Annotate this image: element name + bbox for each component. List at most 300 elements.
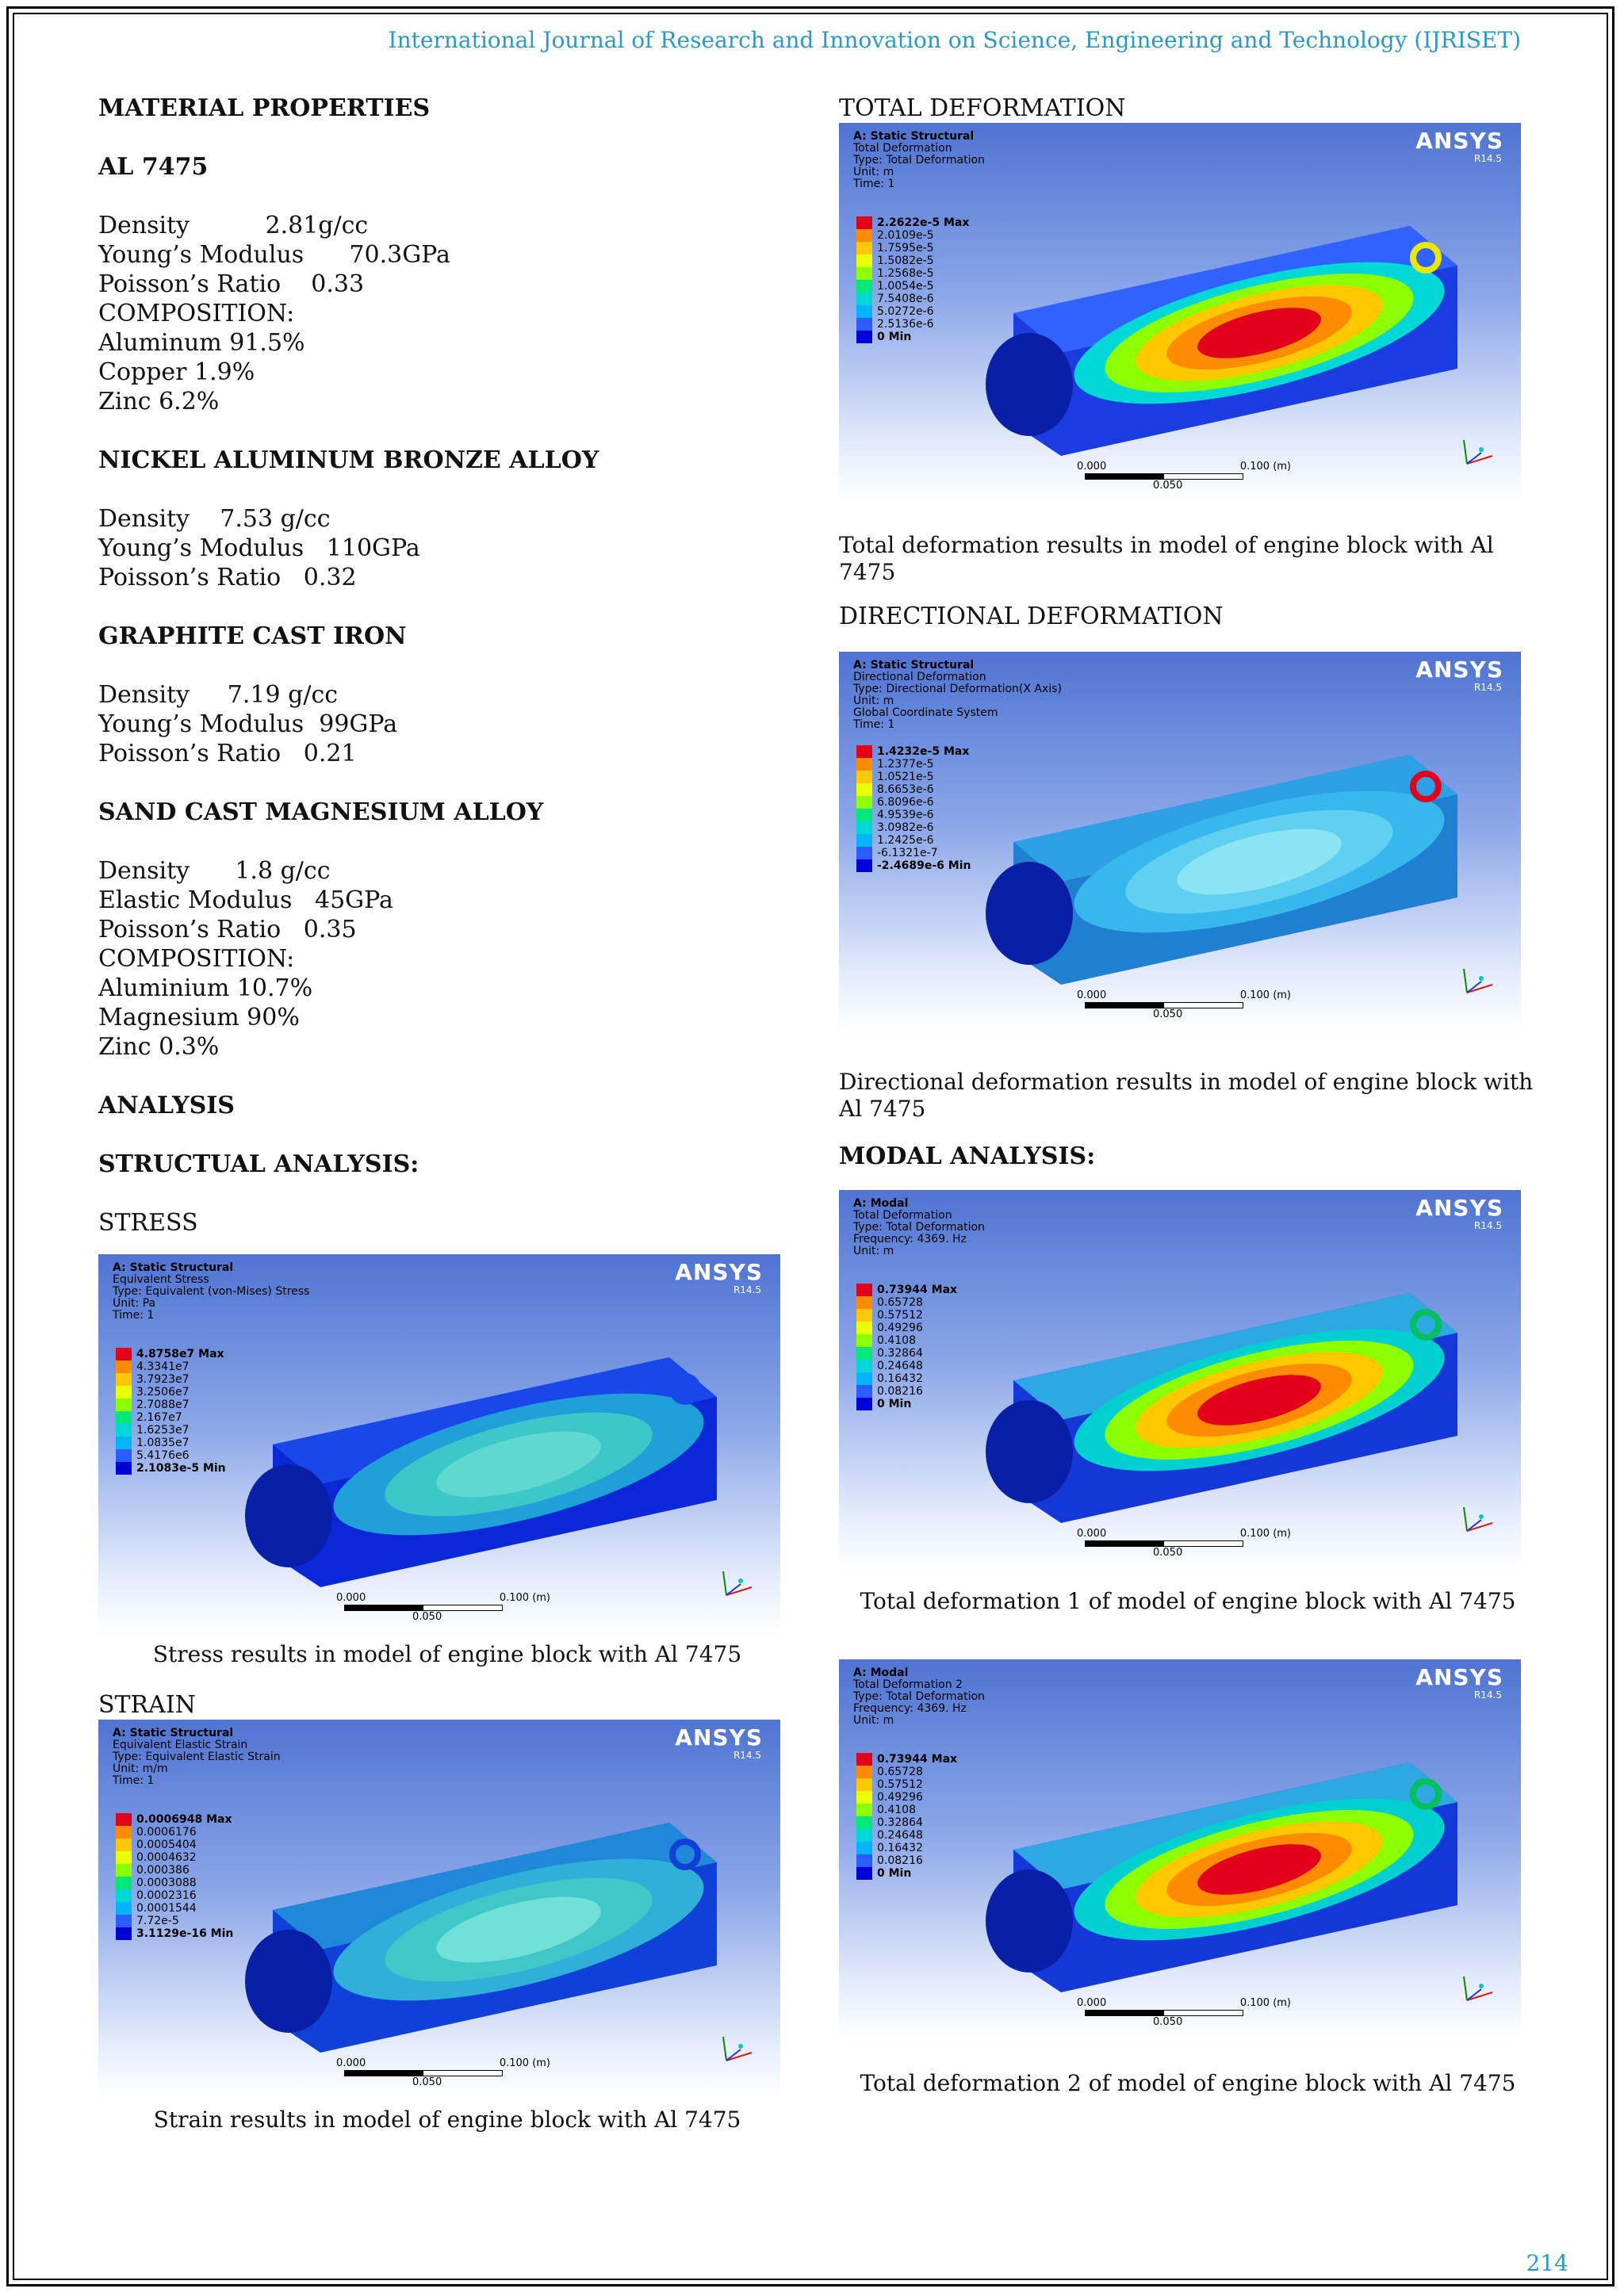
legend-row: [856, 1829, 957, 1842]
cylinder-bore: [986, 1869, 1073, 1973]
legend-row: [116, 1839, 233, 1851]
figure-stress: [98, 1254, 780, 1633]
gci-poisson: Poisson’s Ratio 0.21: [98, 740, 357, 767]
legend-swatch: [116, 1889, 132, 1902]
legend-swatch: [116, 1386, 132, 1399]
legend-label: 7.5408e-6: [877, 293, 934, 305]
legend-row: [856, 1804, 957, 1816]
legend-swatch: [856, 1867, 872, 1880]
legend-row: [116, 1373, 226, 1386]
scm-zinc: Zinc 0.3%: [98, 1033, 220, 1061]
scale-bar: [336, 1592, 550, 1624]
figure-header-line: Time: 1: [113, 1309, 155, 1322]
legend-swatch: [116, 1927, 132, 1940]
legend-label: 2.167e7: [136, 1411, 182, 1424]
figure-header-line: Total Deformation 2: [853, 1678, 963, 1691]
legend-swatch: [116, 1864, 132, 1877]
legend-swatch: [856, 821, 872, 834]
legend-label: 0 Min: [877, 331, 912, 343]
axis-triad-icon: [1457, 961, 1497, 1001]
figure-header-line: Time: 1: [853, 178, 895, 190]
legend-swatch: [856, 1854, 872, 1867]
legend-swatch: [856, 1372, 872, 1385]
figure-header-line: Type: Equivalent (von-Mises) Stress: [113, 1285, 310, 1298]
scale-label-end: 0.100 (m): [1239, 1528, 1291, 1540]
heading-modal-analysis: MODAL ANALYSIS:: [839, 1142, 1096, 1170]
scale-bar-graphic: [1085, 473, 1243, 480]
cylinder-bore: [245, 1464, 332, 1567]
legend-label: 0.08216: [877, 1854, 923, 1867]
legend-swatch: [856, 331, 872, 343]
legend-label: 2.2622e-5 Max: [877, 216, 970, 229]
ansys-logo: ANSYS: [1415, 1664, 1503, 1690]
legend-label: 0.0003088: [136, 1877, 197, 1889]
caption-stress: Stress results in model of engine block with Al 7475: [152, 1641, 742, 1667]
cylinder-bore: [986, 333, 1073, 436]
legend-label: 0.0005404: [136, 1839, 197, 1851]
cylinder-bore: [245, 1930, 332, 2033]
figure-strain: [98, 1720, 780, 2099]
legend-label: 4.8758e7 Max: [136, 1348, 224, 1360]
figure-header-line: Total Deformation: [853, 142, 952, 155]
engine-block-model: [225, 1326, 749, 1587]
legend-row: [856, 1854, 957, 1867]
ansys-release: R14.5: [1473, 1689, 1502, 1701]
color-legend: [856, 1284, 957, 1410]
legend-row: [856, 1867, 957, 1880]
heading-strain: STRAIN: [98, 1691, 196, 1719]
legend-swatch: [116, 1851, 132, 1864]
right-column: [839, 94, 1537, 2097]
nab-youngs: Young’s Modulus 110GPa: [98, 534, 420, 562]
legend-swatch: [856, 1296, 872, 1309]
figure-header-line: Total Deformation: [853, 1209, 952, 1222]
page-number: 214: [1526, 2250, 1568, 2276]
legend-swatch: [856, 758, 872, 771]
legend-row: [856, 859, 971, 872]
scale-label-mid: 0.050: [412, 2076, 442, 2088]
legend-swatch: [856, 1766, 872, 1778]
legend-row: [856, 331, 969, 343]
legend-swatch: [856, 254, 872, 267]
legend-label: 0.49296: [877, 1791, 923, 1804]
legend-row: [856, 809, 971, 821]
ansys-logo: ANSYS: [675, 1724, 763, 1751]
legend-label: 1.0835e7: [136, 1437, 190, 1449]
figure-header-line: Unit: m/m: [113, 1762, 168, 1775]
legend-swatch: [856, 834, 872, 847]
axis-triad-icon: [717, 2029, 756, 2068]
legend-swatch: [856, 1347, 872, 1360]
legend-label: 1.0054e-5: [877, 280, 934, 293]
legend-label: 0.0006948 Max: [136, 1813, 232, 1826]
legend-label: 0.73944 Max: [877, 1284, 958, 1296]
figure-modal-1: [839, 1190, 1521, 1569]
legend-row: [856, 1334, 957, 1347]
color-legend: [116, 1813, 233, 1940]
legend-swatch: [856, 1322, 872, 1334]
figure-header-line: Unit: m: [853, 1245, 894, 1257]
legend-label: 0.0001544: [136, 1902, 197, 1915]
legend-row: [856, 1753, 957, 1766]
figure-header-line: Type: Directional Deformation(X Axis): [853, 683, 1062, 695]
legend-swatch: [856, 267, 872, 280]
legend-label: 6.8096e-6: [877, 796, 934, 809]
legend-swatch: [116, 1826, 132, 1839]
legend-swatch: [856, 1398, 872, 1410]
legend-label: 5.0272e-6: [877, 305, 934, 318]
legend-label: 0.57512: [877, 1778, 923, 1791]
legend-swatch: [856, 293, 872, 305]
legend-swatch: [116, 1462, 132, 1475]
figure-header-line: Frequency: 4369. Hz: [853, 1233, 967, 1246]
legend-swatch: [856, 771, 872, 783]
scale-label-end: 0.100 (m): [499, 2057, 550, 2069]
legend-label: -6.1321e-7: [877, 847, 938, 859]
scale-bar: [1077, 1528, 1291, 1559]
legend-label: 3.7923e7: [136, 1373, 190, 1386]
legend-swatch: [856, 1284, 872, 1296]
figure-header-line: A: Static Structural: [853, 659, 975, 672]
al-aluminum: Aluminum 91.5%: [98, 329, 305, 357]
legend-swatch: [856, 216, 872, 229]
journal-title: International Journal of Research and Innovation on Science, Engineering and Technology (IJRISET): [388, 27, 1521, 53]
legend-label: 2.1083e-5 Min: [136, 1462, 226, 1475]
figure-header-line: A: Static Structural: [113, 1261, 234, 1274]
scale-label-mid: 0.050: [412, 1611, 442, 1623]
legend-swatch: [116, 1449, 132, 1462]
legend-label: 4.9539e-6: [877, 809, 934, 821]
scale-bar-graphic: [344, 1605, 503, 1611]
legend-swatch: [856, 796, 872, 809]
figure-header-line: Unit: Pa: [113, 1297, 156, 1310]
legend-swatch: [116, 1360, 132, 1373]
legend-row: [856, 293, 969, 305]
legend-label: 0.73944 Max: [877, 1753, 958, 1766]
legend-label: 0.4108: [877, 1804, 916, 1816]
scale-bar: [336, 2057, 550, 2089]
legend-row: [856, 1347, 957, 1360]
al-copper: Copper 1.9%: [98, 358, 255, 386]
legend-row: [856, 1766, 957, 1778]
legend-label: 3.2506e7: [136, 1386, 190, 1399]
figure-header-line: Directional Deformation: [853, 671, 986, 683]
heading-gci: GRAPHITE CAST IRON: [98, 622, 407, 650]
scale-bar: [1077, 1997, 1291, 2029]
legend-swatch: [116, 1839, 132, 1851]
figure-header-line: Type: Equivalent Elastic Strain: [113, 1751, 281, 1763]
legend-row: [116, 1826, 233, 1839]
ansys-logo: ANSYS: [1415, 128, 1503, 154]
heading-al7475: AL 7475: [98, 153, 209, 181]
legend-label: 0 Min: [877, 1398, 912, 1410]
scale-label-end: 0.100 (m): [1239, 1997, 1291, 2009]
legend-label: 1.5082e-5: [877, 254, 934, 267]
scale-label-end: 0.100 (m): [1239, 461, 1291, 473]
scm-magnesium: Magnesium 90%: [98, 1004, 300, 1031]
legend-label: 0.08216: [877, 1385, 923, 1398]
heading-scm: SAND CAST MAGNESIUM ALLOY: [98, 798, 544, 826]
scale-bar-graphic: [1085, 1002, 1243, 1008]
figure-header-line: Unit: m: [853, 695, 894, 707]
legend-label: 0.4108: [877, 1334, 916, 1347]
legend-row: [856, 305, 969, 318]
cylinder-bore: [986, 862, 1073, 965]
scale-bar-graphic: [1085, 2010, 1243, 2016]
legend-row: [856, 1791, 957, 1804]
legend-label: 0.32864: [877, 1347, 923, 1360]
figure-header: [853, 660, 1062, 731]
nab-density: Density 7.53 g/cc: [98, 505, 331, 533]
legend-swatch: [856, 1385, 872, 1398]
legend-row: [856, 1385, 957, 1398]
legend-row: [856, 758, 971, 771]
figure-header: [853, 131, 985, 190]
scale-label-start: 0.000: [1077, 461, 1107, 473]
legend-row: [116, 1462, 226, 1475]
legend-swatch: [856, 1360, 872, 1372]
legend-label: 1.2568e-5: [877, 267, 934, 280]
figure-directional-deformation: [839, 652, 1521, 1031]
axis-triad-icon: [1457, 432, 1497, 472]
scale-label-mid: 0.050: [1153, 2016, 1183, 2028]
legend-swatch: [856, 809, 872, 821]
legend-row: [856, 783, 971, 796]
legend-row: [856, 1322, 957, 1334]
legend-swatch: [856, 1334, 872, 1347]
legend-row: [856, 1842, 957, 1854]
axis-triad-icon: [1457, 1969, 1497, 2008]
legend-swatch: [116, 1373, 132, 1386]
color-legend: [856, 216, 969, 343]
ansys-release: R14.5: [1473, 1220, 1502, 1231]
legend-row: [856, 1309, 957, 1322]
legend-label: 0.000386: [136, 1864, 190, 1877]
legend-row: [116, 1399, 226, 1411]
scm-elastic: Elastic Modulus 45GPa: [98, 886, 393, 914]
legend-row: [116, 1348, 226, 1360]
ansys-logo: ANSYS: [1415, 656, 1503, 683]
legend-swatch: [856, 318, 872, 331]
heading-nab: NICKEL ALUMINUM BRONZE ALLOY: [98, 446, 599, 474]
legend-label: 1.4232e-5 Max: [877, 745, 970, 758]
legend-row: [856, 242, 969, 254]
al-youngs: Young’s Modulus 70.3GPa: [98, 241, 450, 269]
engine-block-model: [966, 1731, 1489, 1992]
heading-total-deformation: TOTAL DEFORMATION: [839, 94, 1126, 122]
legend-row: [856, 745, 971, 758]
legend-label: 0.32864: [877, 1816, 923, 1829]
caption-modal-2: Total deformation 2 of model of engine block with Al 7475: [860, 2070, 1516, 2096]
legend-swatch: [856, 745, 872, 758]
legend-swatch: [856, 1753, 872, 1766]
al-composition: COMPOSITION:: [98, 300, 295, 327]
engine-block-model: [966, 723, 1489, 985]
legend-row: [856, 796, 971, 809]
gci-density: Density 7.19 g/cc: [98, 681, 339, 709]
al-zinc: Zinc 6.2%: [98, 388, 220, 415]
figure-header-line: Equivalent Elastic Strain: [113, 1739, 248, 1751]
figure-header-line: A: Modal: [853, 1197, 909, 1210]
cylinder-bore: [986, 1400, 1073, 1503]
legend-row: [116, 1449, 226, 1462]
legend-label: 0.0002316: [136, 1889, 197, 1902]
scm-poisson: Poisson’s Ratio 0.35: [98, 916, 357, 943]
axis-triad-icon: [1457, 1499, 1497, 1539]
legend-swatch: [856, 1816, 872, 1829]
figure-header-line: Unit: m: [853, 1714, 894, 1727]
legend-swatch: [116, 1424, 132, 1437]
legend-row: [116, 1915, 233, 1927]
legend-row: [856, 1816, 957, 1829]
figure-header-line: Type: Total Deformation: [853, 154, 985, 166]
engine-block-model: [966, 1261, 1489, 1523]
legend-row: [856, 229, 969, 242]
legend-row: [116, 1386, 226, 1399]
legend-swatch: [856, 847, 872, 859]
legend-swatch: [116, 1902, 132, 1915]
scm-composition: COMPOSITION:: [98, 945, 295, 973]
legend-label: 2.7088e7: [136, 1399, 190, 1411]
ansys-release: R14.5: [733, 1284, 761, 1295]
legend-row: [116, 1851, 233, 1864]
figure-header-line: Global Coordinate System: [853, 706, 998, 719]
legend-label: 0.24648: [877, 1829, 923, 1842]
legend-row: [116, 1877, 233, 1889]
legend-label: 8.6653e-6: [877, 783, 934, 796]
legend-row: [856, 318, 969, 331]
gci-youngs: Young’s Modulus 99GPa: [98, 710, 398, 738]
ansys-release: R14.5: [1473, 682, 1502, 693]
ansys-release: R14.5: [1473, 153, 1502, 164]
caption-modal-1: Total deformation 1 of model of engine block with Al 7475: [860, 1588, 1516, 1614]
legend-label: 0 Min: [877, 1867, 912, 1880]
legend-label: 3.0982e-6: [877, 821, 934, 834]
scm-aluminium: Aluminium 10.7%: [98, 974, 313, 1002]
legend-swatch: [856, 1309, 872, 1322]
legend-row: [116, 1889, 233, 1902]
legend-row: [856, 267, 969, 280]
legend-row: [856, 1360, 957, 1372]
legend-label: 2.0109e-5: [877, 229, 934, 242]
legend-label: 7.72e-5: [136, 1915, 179, 1927]
legend-label: 0.24648: [877, 1360, 923, 1372]
legend-label: 0.16432: [877, 1842, 923, 1854]
legend-row: [856, 216, 969, 229]
legend-swatch: [856, 1829, 872, 1842]
scale-label-end: 0.100 (m): [1239, 989, 1291, 1001]
scale-label-mid: 0.050: [1153, 1547, 1183, 1559]
figure-total-deformation: [839, 123, 1521, 502]
legend-label: 4.3341e7: [136, 1360, 190, 1373]
engine-block-model: [966, 194, 1489, 456]
scale-label-mid: 0.050: [1153, 480, 1183, 492]
color-legend: [856, 745, 971, 872]
scale-bar-graphic: [1085, 1540, 1243, 1547]
figure-header: [853, 1198, 985, 1257]
legend-label: 0.57512: [877, 1309, 923, 1322]
legend-label: 5.4176e6: [136, 1449, 190, 1462]
legend-label: 0.49296: [877, 1322, 923, 1334]
figure-header-line: Time: 1: [113, 1774, 155, 1787]
legend-swatch: [856, 280, 872, 293]
legend-label: 0.0006176: [136, 1826, 197, 1839]
figure-header-line: Type: Total Deformation: [853, 1221, 985, 1234]
legend-row: [856, 1284, 957, 1296]
left-column: [98, 94, 796, 2133]
figure-header-line: A: Modal: [853, 1667, 909, 1679]
legend-swatch: [856, 1804, 872, 1816]
legend-swatch: [116, 1437, 132, 1449]
legend-swatch: [856, 859, 872, 872]
scm-density: Density 1.8 g/cc: [98, 857, 331, 885]
legend-swatch: [116, 1411, 132, 1424]
scale-label-start: 0.000: [1077, 1528, 1107, 1540]
legend-row: [856, 771, 971, 783]
engine-block-model: [225, 1791, 749, 2053]
legend-swatch: [856, 1842, 872, 1854]
legend-row: [116, 1813, 233, 1826]
legend-label: 1.7595e-5: [877, 242, 934, 254]
scale-label-start: 0.000: [1077, 989, 1107, 1001]
legend-label: 1.2425e-6: [877, 834, 934, 847]
ansys-logo: ANSYS: [675, 1259, 763, 1285]
legend-swatch: [116, 1915, 132, 1927]
figure-header-line: Type: Total Deformation: [853, 1690, 985, 1703]
scale-bar-graphic: [344, 2070, 503, 2076]
legend-swatch: [116, 1813, 132, 1826]
ansys-release: R14.5: [733, 1750, 761, 1761]
scale-label-end: 0.100 (m): [499, 1592, 550, 1604]
color-legend: [856, 1753, 957, 1880]
figure-modal-2: [839, 1659, 1521, 2038]
legend-swatch: [856, 242, 872, 254]
legend-label: 0.16432: [877, 1372, 923, 1385]
axis-triad-icon: [717, 1563, 756, 1603]
legend-swatch: [116, 1348, 132, 1360]
legend-label: 1.2377e-5: [877, 758, 934, 771]
legend-swatch: [856, 305, 872, 318]
legend-row: [856, 280, 969, 293]
legend-row: [856, 834, 971, 847]
al-density: Density 2.81g/cc: [98, 212, 369, 239]
scale-label-start: 0.000: [336, 1592, 366, 1604]
figure-header-line: Equivalent Stress: [113, 1273, 209, 1286]
figure-header-line: A: Static Structural: [853, 130, 975, 143]
figure-header: [853, 1667, 985, 1727]
legend-row: [116, 1902, 233, 1915]
al-poisson: Poisson’s Ratio 0.33: [98, 270, 365, 298]
figure-header-line: Frequency: 4369. Hz: [853, 1702, 967, 1715]
legend-label: 3.1129e-16 Min: [136, 1927, 234, 1940]
legend-row: [116, 1437, 226, 1449]
scale-label-mid: 0.050: [1153, 1008, 1183, 1020]
legend-row: [856, 821, 971, 834]
figure-header-line: A: Static Structural: [113, 1727, 234, 1739]
heading-stress: STRESS: [98, 1209, 198, 1237]
legend-row: [116, 1864, 233, 1877]
legend-label: 0.65728: [877, 1296, 923, 1309]
legend-row: [856, 1296, 957, 1309]
legend-row: [856, 847, 971, 859]
heading-structual-analysis: STRUCTUAL ANALYSIS:: [98, 1150, 419, 1178]
caption-directional-deformation: Directional deformation results in model of engine block with Al 7475: [839, 1069, 1534, 1122]
legend-label: 2.5136e-6: [877, 318, 934, 331]
legend-label: 0.0004632: [136, 1851, 197, 1864]
legend-label: -2.4689e-6 Min: [877, 859, 971, 872]
legend-swatch: [856, 229, 872, 242]
legend-row: [116, 1927, 233, 1940]
